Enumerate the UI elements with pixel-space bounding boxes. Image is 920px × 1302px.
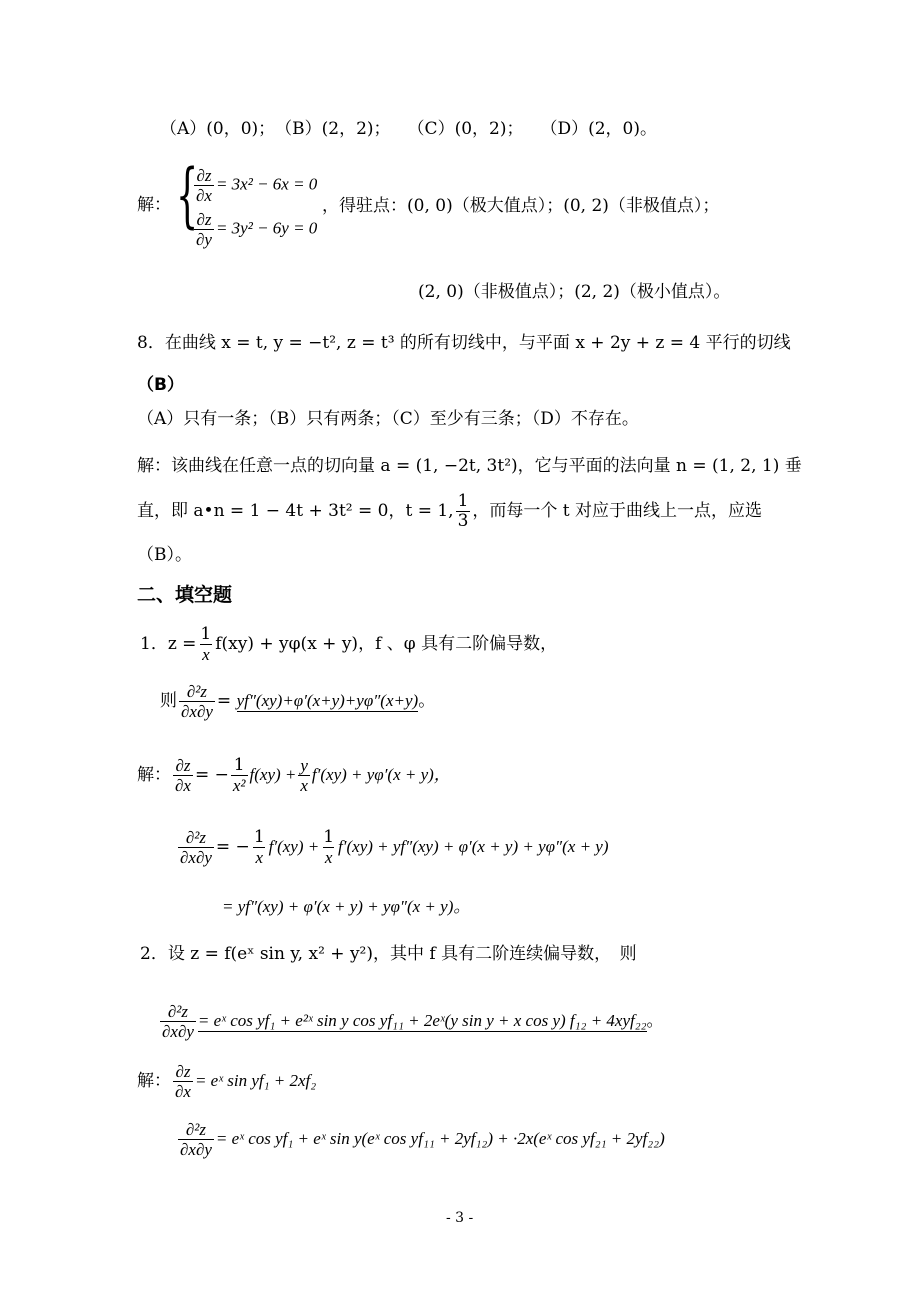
f2-question-line: $\frac{\text{∂²z}}{\partial x\partial y}$ = eˣ cos yf₁ + e²ˣ sin y cos yf₁₁ + 2eˣ(y sin y + x cos y) f₁₂ + 4xyf₂₂。 <box>162 1002 664 1041</box>
q7-options: （A）(0，0)； （B）(2，2)； （C）(0，2)； （D）(2，0)。 <box>160 119 657 139</box>
q7-stationary-points-2: (2, 0)（非极值点）；(2, 2)（极小值点）。 <box>418 282 731 302</box>
f1-question-line: 则 $\frac{\text{∂²z}}{\partial x\partial y}$ = yf″(xy)+φ′(x+y)+yφ″(x+y)。 <box>160 682 436 721</box>
f1-solution-line3: = yf″(xy) + φ′(x + y) + yφ″(x + y)。 <box>222 897 471 916</box>
q8-answer: （B） <box>137 375 184 395</box>
f2-answer-blank: = eˣ cos yf₁ + e²ˣ sin y cos yf₁₁ + 2eˣ(y sin y + x cos y) f₁₂ + 4xyf₂₂ <box>197 1011 647 1030</box>
q7-stationary-points: ，得驻点：(0, 0)（极大值点）；(0, 2)（非极值点）； <box>322 196 720 216</box>
q7-eq2: $\frac{\partial z}{\partial y}$ = 3y² − 6y = 0 <box>196 210 318 249</box>
q8-stem: 8．在曲线 x = t, y = −t², z = t³ 的所有切线中，与平面 x + 2y + z = 4 平行的切线 <box>137 333 791 353</box>
f2-stem: 2．设 z = f(eˣ sin y, x² + y²)，其中 f 具有二阶连续偏导数， 则 <box>140 944 637 964</box>
q8-solution-line2: 直，即 a•n = 1 − 4t + 3t² = 0，t = 1, $\frac{1}{3}$ ，而每一个 t 对应于曲线上一点，应选 <box>137 491 763 531</box>
f1-solution-line2: $\frac{\text{∂²z}}{\partial x\partial y}$ = − $\frac{1}{x}$ f′(xy) + $\frac{1}{x}$ f′(xy) + yf″(xy) + φ′(x + y) + yφ″(x + y) <box>180 827 609 867</box>
q7-solution-label: 解： <box>137 195 171 215</box>
f1-solution-line1: 解： $\frac{\partial z}{\partial x}$ = − $\frac{1}{\text{x²}}$ f(xy) + $\frac{y}{x}$ f′(xy) + yφ′(x + y)， <box>137 755 451 795</box>
f2-solution-line2: $\frac{\text{∂²z}}{\partial x\partial y}$ = eˣ cos yf₁ + eˣ sin y(eˣ cos yf₁₁ + 2yf₁₂) + ·2x(eˣ cos yf₂₁ + 2yf₂₂) <box>180 1120 665 1159</box>
f1-answer-blank: yf″(xy)+φ′(x+y)+yφ″(x+y) <box>236 691 419 710</box>
section-title-fill-in: 二、填空题 <box>137 584 233 606</box>
f2-solution-line1: 解： $\frac{\partial z}{\partial x}$ = eˣ sin yf₁ + 2xf₂ <box>137 1062 317 1101</box>
q8-solution-line1: 解：该曲线在任意一点的切向量 a = (1, −2t, 3t²)，它与平面的法向量 n = (1, 2, 1) 垂 <box>137 456 802 476</box>
q7-eq1: $\frac{\partial z}{\partial x}$ = 3x² − 6x = 0 <box>196 166 318 205</box>
q8-options: （A）只有一条；（B）只有两条；（C）至少有三条；（D）不存在。 <box>137 409 639 429</box>
f1-stem: 1．z = $\frac{1}{x}$ f(xy) + yφ(x + y)，f 、φ 具有二阶偏导数， <box>140 624 558 664</box>
q8-solution-line3: （B）。 <box>137 545 192 565</box>
system-brace: { <box>176 154 199 236</box>
page-number: - 3 - <box>446 1210 474 1226</box>
